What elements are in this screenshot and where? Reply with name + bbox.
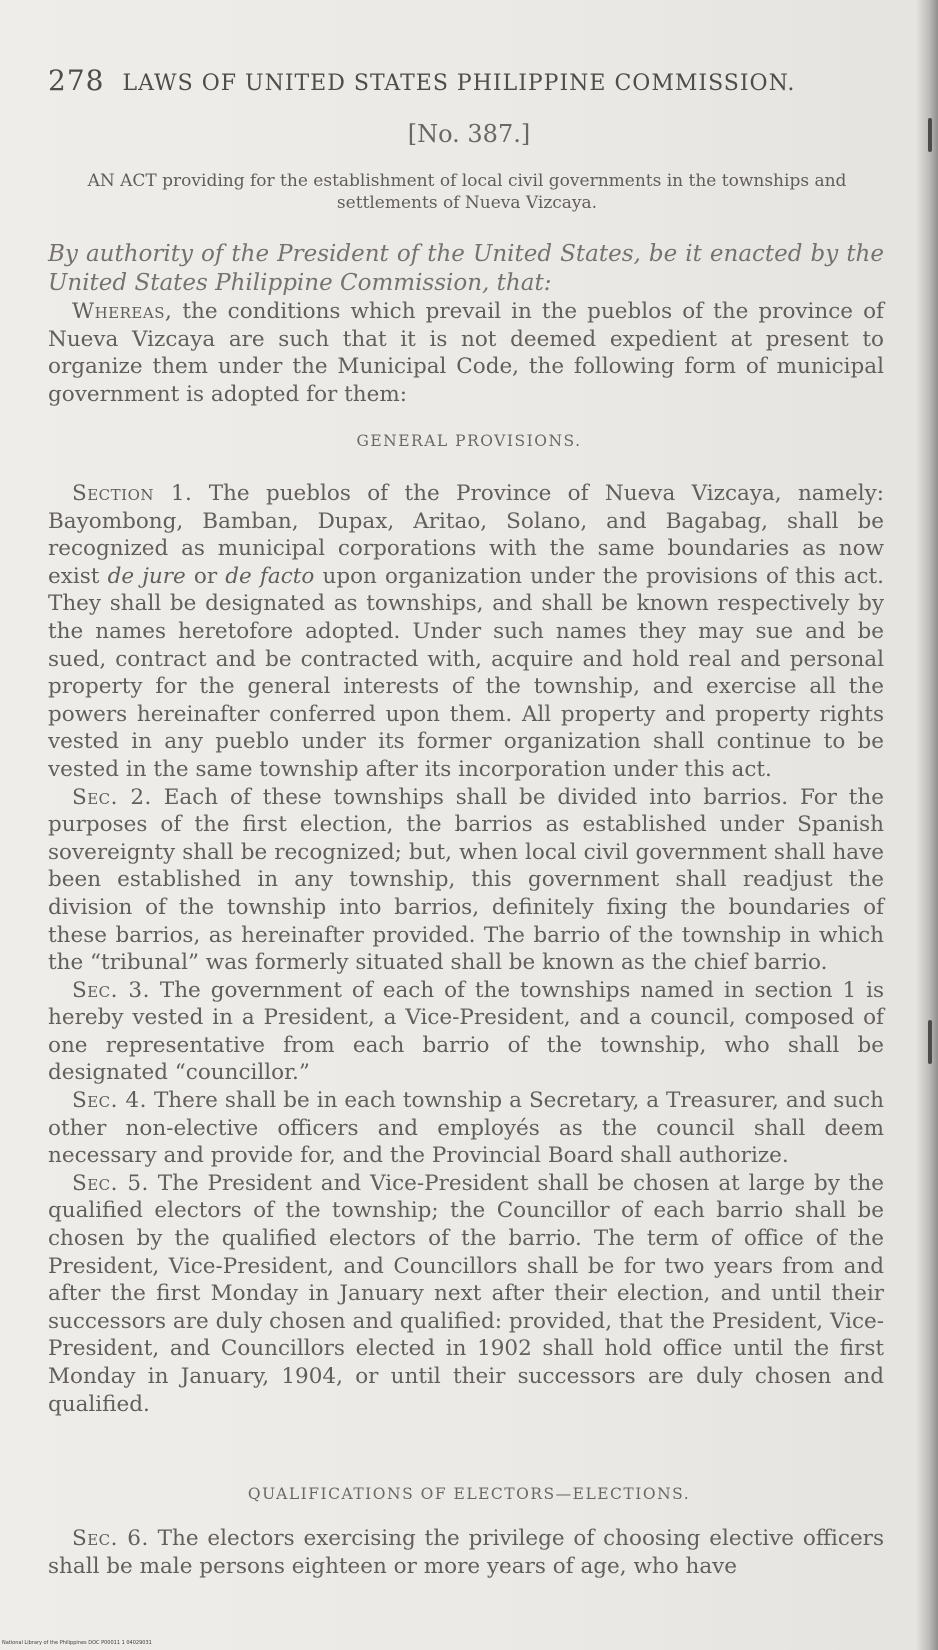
section-1-lead: Section 1. (72, 481, 193, 506)
heading-general-provisions: GENERAL PROVISIONS. (356, 432, 582, 450)
whereas-lead: Whereas, (72, 299, 173, 324)
section-6-lead: Sec. 6. (72, 1526, 149, 1551)
section-2-text: Each of these townships shall be divided into barrios. For the purposes of the first election, the barrios as established under Spanish sovereignty shall be recognized; but, when local civil government shall have been established in any township, this government shall readjust the division of the township into barrios, definitely fixing the boundaries of these barrios, as hereinafter provided. The barrio of the township in which the “tribunal” was formerly situated shall be known as the chief barrio. (48, 784, 884, 976)
act-number: [No. 387.] (407, 120, 531, 148)
section-6-text: The electors exercising the privilege of choosing elective officers shall be male persons eighteen or more years of age, who have (48, 1526, 884, 1579)
section-6-block (48, 1525, 884, 1580)
section-3 (48, 977, 884, 1087)
section-1-de-facto: de facto (225, 563, 315, 589)
section-4 (48, 1087, 884, 1170)
whereas-paragraph (48, 298, 884, 408)
section-5 (48, 1170, 884, 1418)
edge-mark-middle (928, 1020, 932, 1064)
section-3-text: The government of each of the townships named in section 1 is hereby vested in a President, a Vice-President, and a council, composed of one representative from each barrio of the township, who shall be designated “councillor.” (48, 977, 884, 1086)
section-5-text: The President and Vice-President shall be chosen at large by the qualified electors of the township; the Councillor of each barrio shall be chosen by the qualified electors of the barrio. The term of office of the President, Vice-President, and Councillors shall be for two years from and after the first Monday in January next after their election, and until their successors are duly chosen and qualified: provided, that the President, Vice-President, and Councillors elected in 1902 shall hold office until the first Monday in January, 1904, or until their successors are duly chosen and qualified. (48, 1170, 885, 1417)
section-1-or: or (185, 563, 226, 589)
section-1-de-jure: de jure (107, 563, 186, 589)
page-binding-shadow (916, 0, 938, 1650)
section-1 (48, 480, 884, 784)
section-2-lead: Sec. 2. (72, 784, 152, 810)
section-4-lead: Sec. 4. (72, 1088, 147, 1114)
section-1-text-b: upon organization under the provisions of this act. They shall be designated as townships, and shall be known respectively by the names heretofore adopted. Under such names they may sue and be sued, contract and be contracted with, acquire and hold real and personal property for the general interests of the township, and exercise all the powers hereinafter conferred upon them. All property and property rights vested in any pueblo under its former organization shall continue to be vested in the same township after its incorporation under this act. (48, 563, 884, 782)
heading-qualifications: QUALIFICATIONS OF ELECTORS—ELECTIONS. (247, 1485, 691, 1503)
running-header (48, 64, 898, 97)
act-title: AN ACT providing for the establishment of local civil governments in the townships and settlements of Nueva Vizcaya. (87, 171, 847, 213)
enacting-clause: By authority of the President of the United States, be it enacted by the United States Philippine Commission, that: (48, 241, 884, 296)
page-number: 278 (48, 64, 105, 97)
section-6 (48, 1525, 884, 1580)
section-5-lead: Sec. 5. (72, 1170, 149, 1196)
section-3-lead: Sec. 3. (72, 977, 150, 1003)
whereas-text: the conditions which prevail in the pueblos of the province of Nueva Vizcaya are such that it is not deemed expedient at present to organize them under the Municipal Code, the following form of municipal government is adopted for them: (48, 299, 884, 407)
running-title: LAWS OF UNITED STATES PHILIPPINE COMMISSION. (122, 71, 796, 96)
section-4-text: There shall be in each township a Secretary, a Treasurer, and such other non-elective officers and employés as the council shall deem necessary and provide for, and the Provincial Board shall authorize. (48, 1088, 884, 1169)
section-1-text-a: The pueblos of the Province of Nueva Vizcaya, namely: Bayombong, Bamban, Dupax, Aritao, Solano, and Bagabag, shall be recognized as municipal corporations with the same boundaries as now exist (48, 481, 884, 589)
sections-block (48, 480, 884, 1418)
scan-footer: National Library of the Philippines DOC P00011 1 04029031 (2, 1640, 152, 1646)
section-2 (48, 784, 884, 977)
